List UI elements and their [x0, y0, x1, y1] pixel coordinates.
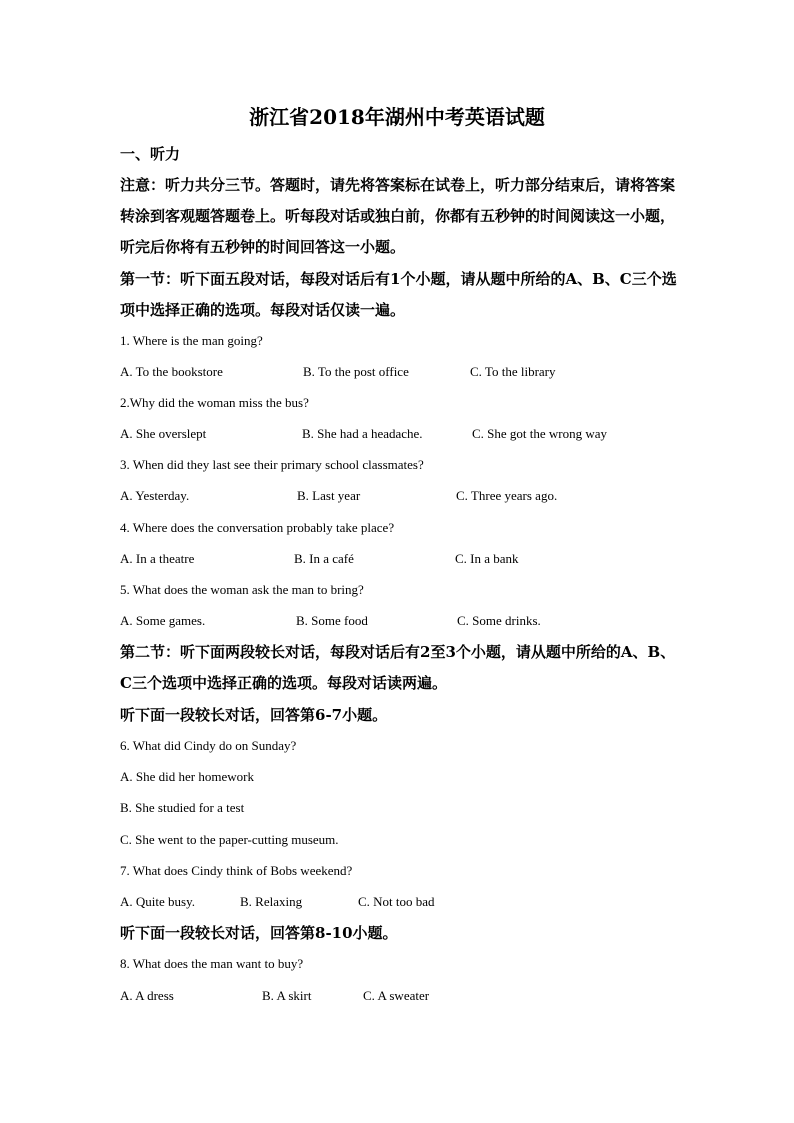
option-7c: C. Not too bad [358, 894, 435, 909]
option-6b: B. She studied for a test [120, 800, 245, 815]
option-1a: A. To the bookstore [120, 364, 223, 379]
option-8b: B. A skirt [262, 988, 312, 1003]
option-4b: B. In a café [294, 551, 354, 566]
option-5a: A. Some games. [120, 613, 206, 628]
option-7b: B. Relaxing [240, 894, 303, 909]
question-5: 5. What does the woman ask the man to bring? [120, 582, 364, 597]
question-7: 7. What does Cindy think of Bobs weekend? [120, 863, 353, 878]
option-5b: B. Some food [296, 613, 368, 628]
option-4c: C. In a bank [455, 551, 519, 566]
section-heading-listening: 一、听力 [120, 145, 181, 163]
question-1: 1. Where is the man going? [120, 333, 263, 348]
part1-intro: 第一节：听下面五段对话，每段对话后有1个小题，请从题中所给的A、B、C三个选项中选择正确的选项。每段对话仅读一遍。 [120, 270, 677, 319]
dialog2-intro: 听下面一段较长对话，回答第8-10小题。 [120, 924, 398, 942]
option-4a: A. In a theatre [120, 551, 195, 566]
option-8a: A. A dress [120, 988, 174, 1003]
option-5c: C. Some drinks. [457, 613, 541, 628]
option-2b: B. She had a headache. [302, 426, 423, 441]
page-title: 浙江省2018年湖州中考英语试题 [249, 105, 545, 129]
question-6: 6. What did Cindy do on Sunday? [120, 738, 297, 753]
option-6c: C. She went to the paper-cutting museum. [120, 832, 339, 847]
option-7a: A. Quite busy. [120, 894, 195, 909]
question-2: 2.Why did the woman miss the bus? [120, 395, 309, 410]
option-3a: A. Yesterday. [120, 488, 190, 503]
question-8: 8. What does the man want to buy? [120, 956, 304, 971]
option-2a: A. She overslept [120, 426, 207, 441]
question-3: 3. When did they last see their primary school classmates? [120, 457, 424, 472]
option-3b: B. Last year [297, 488, 361, 503]
option-6a: A. She did her homework [120, 769, 254, 784]
option-1b: B. To the post office [303, 364, 409, 379]
question-4: 4. Where does the conversation probably take place? [120, 520, 395, 535]
option-1c: C. To the library [470, 364, 556, 379]
listening-notice: 注意：听力共分三节。答题时，请先将答案标在试卷上，听力部分结束后，请将答案转涂到客观题答题卷上。听每段对话或独白前，你都有五秒钟的时间阅读这一小题，听完后你将有五秒钟的时间回答这一小题。 [120, 176, 676, 256]
option-2c: C. She got the wrong way [472, 426, 608, 441]
option-3c: C. Three years ago. [456, 488, 558, 503]
dialog1-intro: 听下面一段较长对话，回答第6-7小题。 [120, 706, 388, 724]
option-8c: C. A sweater [363, 988, 430, 1003]
part2-intro: 第二节：听下面两段较长对话，每段对话后有2至3个小题，请从题中所给的A、B、C三个选项中选择正确的选项。每段对话读两遍。 [120, 643, 676, 692]
